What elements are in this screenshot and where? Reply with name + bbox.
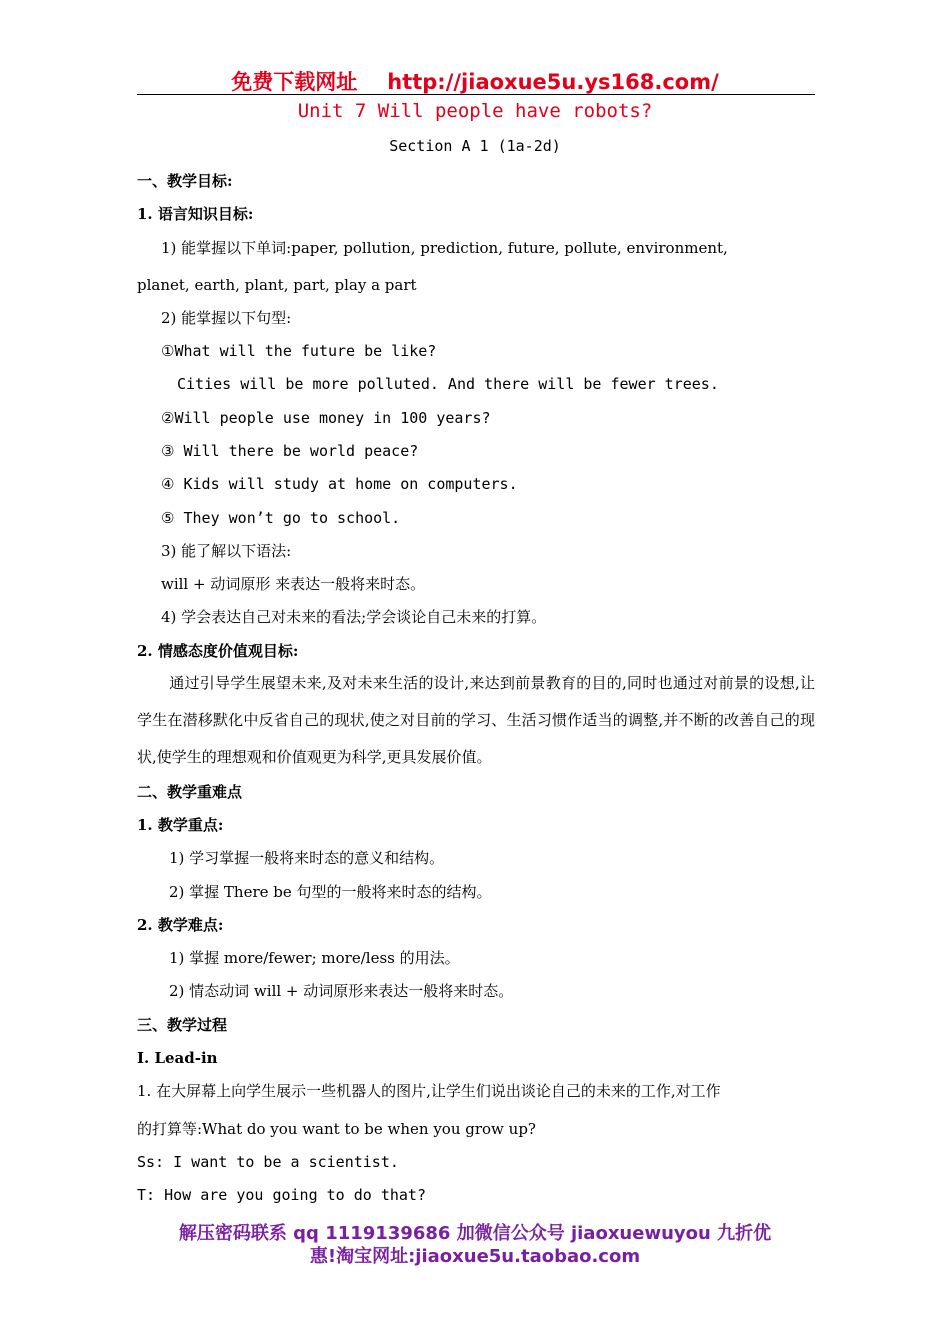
process-step-1-line2: 的打算等:What do you want to be when you grow up?	[137, 1120, 536, 1138]
subheading-difficulty: 2. 教学难点:	[137, 916, 224, 934]
header-label: 免费下载网址	[231, 70, 358, 94]
sentence-4: ④ Kids will study at home on computers.	[161, 475, 518, 493]
language-item-4: 4) 学会表达自己对未来的看法;学会谈论自己未来的打算。	[161, 608, 547, 626]
section-heading-objectives: 一、教学目标:	[137, 172, 233, 190]
sentence-1: ①What will the future be like?	[161, 342, 437, 360]
section-heading-process: 三、教学过程	[137, 1016, 228, 1034]
emotion-paragraph	[137, 665, 815, 776]
footer-line-2: 惠!淘宝网址:jiaoxue5u.taobao.com	[309, 1246, 641, 1267]
sentence-2: ②Will people use money in 100 years?	[161, 409, 491, 427]
dialog-line-2: T: How are you going to do that?	[137, 1186, 426, 1204]
grammar-line: will + 动词原形 来表达一般将来时态。	[161, 575, 426, 593]
emotion-paragraph-text: 通过引导学生展望未来,及对未来生活的设计,来达到前景教育的目的,同时也通过对前景的设想,让学生在潜移默化中反省自己的现状,使之对目前的学习、生活习惯作适当的调整,并不断的改善自己的现状,使学生的理想观和价值观更为科学,更具发展价值。	[137, 674, 815, 766]
difficulty-item-2: 2) 情态动词 will + 动词原形来表达一般将来时态。	[169, 982, 514, 1000]
focus-item-1: 1) 学习掌握一般将来时态的意义和结构。	[169, 849, 445, 867]
sentence-5: ⑤ They won’t go to school.	[161, 509, 401, 527]
header-banner	[0, 66, 950, 96]
subheading-leadin: Ⅰ. Lead-in	[137, 1049, 218, 1067]
focus-item-2: 2) 掌握 There be 句型的一般将来时态的结构。	[169, 883, 492, 901]
subheading-language: 1. 语言知识目标:	[137, 205, 254, 223]
language-item-2: 2) 能掌握以下句型:	[161, 309, 292, 327]
sentence-3: ③ Will there be world peace?	[161, 442, 419, 460]
language-item-1-line1: 1) 能掌握以下单词:paper, pollution, prediction, future, pollute, environment,	[161, 239, 728, 257]
document-subtitle: Section A 1 (1a-2d)	[389, 137, 561, 155]
difficulty-item-1: 1) 掌握 more/fewer; more/less 的用法。	[169, 949, 460, 967]
dialog-line-1: Ss: I want to be a scientist.	[137, 1153, 399, 1171]
sentence-1-answer: Cities will be more polluted. And there will be fewer trees.	[177, 375, 719, 393]
footer-line-1: 解压密码联系 qq 1119139686 加微信公众号 jiaoxuewuyou 九折优	[178, 1223, 772, 1244]
language-item-1-line2: planet, earth, plant, part, play a part	[137, 276, 417, 294]
header-url-link[interactable]: http://jiaoxue5u.ys168.com/	[387, 70, 719, 94]
subheading-focus: 1. 教学重点:	[137, 816, 224, 834]
document-title: Unit 7 Will people have robots?	[297, 100, 653, 122]
process-step-1-line1: 1. 在大屏幕上向学生展示一些机器人的图片,让学生们说出谈论自己的未来的工作,对工作	[137, 1082, 721, 1100]
subheading-emotion: 2. 情感态度价值观目标:	[137, 642, 299, 660]
language-item-3: 3) 能了解以下语法:	[161, 542, 292, 560]
header-divider	[137, 94, 815, 95]
section-heading-key-points: 二、教学重难点	[137, 783, 243, 801]
